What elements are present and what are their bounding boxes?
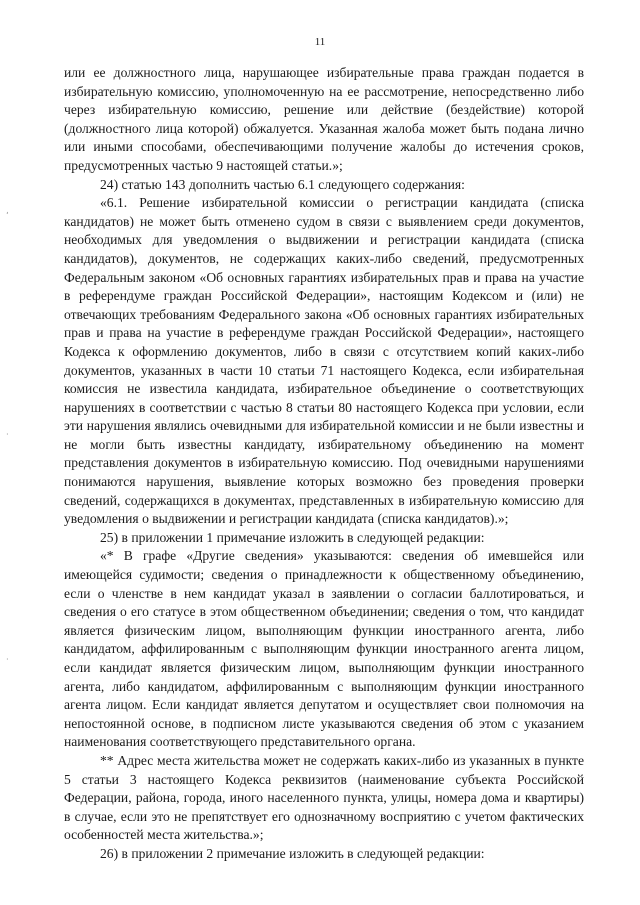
margin-mark: ¸ xyxy=(6,205,9,214)
paragraph: 24) статью 143 дополнить частью 6.1 следующего содержания: xyxy=(100,176,465,192)
page-number: 11 xyxy=(314,36,326,48)
paragraph: «* В графе «Другие сведения» указываются: сведения об имевшейся или имеющейся судимости; сведения о принадлежности к общественному объединению, если о членстве в нем кандидат указал в заявлении о согласии баллотироваться, и сведения о его статусе в этом общественном объединении; сведения о том, что кандидат является физическим лицом, выполняющим функции иностранного агента, либо кандидатом, аффилированным с выполняющим функции иностранного агента лицом, если кандидат является физическим лицом, выполняющим функции иностранного агента, либо кандидатом, аффилированным с выполняющим функции иностранного агента лицом. Если кандидат является депутатом и осуществляет свои полномочия на непостоянной основе, в подписном листе указываются сведения об этом с указанием наименования соответствующего представительного органа. xyxy=(64,548,584,750)
paragraph: «6.1. Решение избирательной комиссии о регистрации кандидата (списка кандидатов) не может быть отменено судом в связи с выявлением среди документов, необходимых для уведомления о выдвижении и регистрации кандидата (списка кандидатов), документов, не содержащих каких-либо сведений, предусмотренных Федеральным законом «Об основных гарантиях избирательных прав и права на участие в референдуме граждан Российской Федерации», настоящим Кодексом и (или) не отвечающих требованиям Федерального закона «Об основных гарантиях избирательных прав и права на участие в референдуме граждан Российской Федерации», настоящего Кодекса к оформлению документов, либо в связи с отсутствием копий каких-либо документов, указанных в части 10 статьи 71 настоящего Кодекса, если избирательная комиссия не известила кандидата, избирательное объединение о соответствующих нарушениях в соответствии с частью 8 статьи 80 настоящего Кодекса при условии, если эти нарушения являлись очевидными для избирательной комиссии и не были известны и не могли быть известны кандидату, избирательному объединению на момент представления документов в избирательную комиссию. Под очевидными нарушениями понимаются нарушения, выявление которых возможно без проведения проверки сведений, содержащихся в документах, представленных в избирательную комиссию для уведомления о выдвижении и регистрации кандидата (списка кандидатов).»; xyxy=(64,195,584,527)
paragraph: или ее должностного лица, нарушающее избирательные права граждан подается в избирательную комиссию, уполномоченную на ее рассмотрение, непосредственно либо через избирательную комиссию, решение или действие (бездействие) которой (должностного лица которой) обжалуется. Указанная жалоба может быть подана лично или иными способами, обеспечивающими получение жалобы до истечения сроков, предусмотренных частью 9 настоящей статьи.»; xyxy=(64,65,584,173)
paragraph: ** Адрес места жительства может не содержать каких-либо из указанных в пункте 5 статьи 3 настоящего Кодекса реквизитов (наименование субъекта Российской Федерации, района, города, иного населенного пункта, улицы, номера дома и квартиры) в случае, если это не препятствует его однозначному восприятию с учетом фактических особенностей места жительства.»; xyxy=(64,752,584,843)
margin-mark: · xyxy=(6,655,9,664)
paragraph: 26) в приложении 2 примечание изложить в следующей редакции: xyxy=(100,845,485,861)
paragraph: 25) в приложении 1 примечание изложить в следующей редакции: xyxy=(100,529,485,545)
margin-mark: · xyxy=(6,430,9,439)
document-body xyxy=(64,64,584,864)
